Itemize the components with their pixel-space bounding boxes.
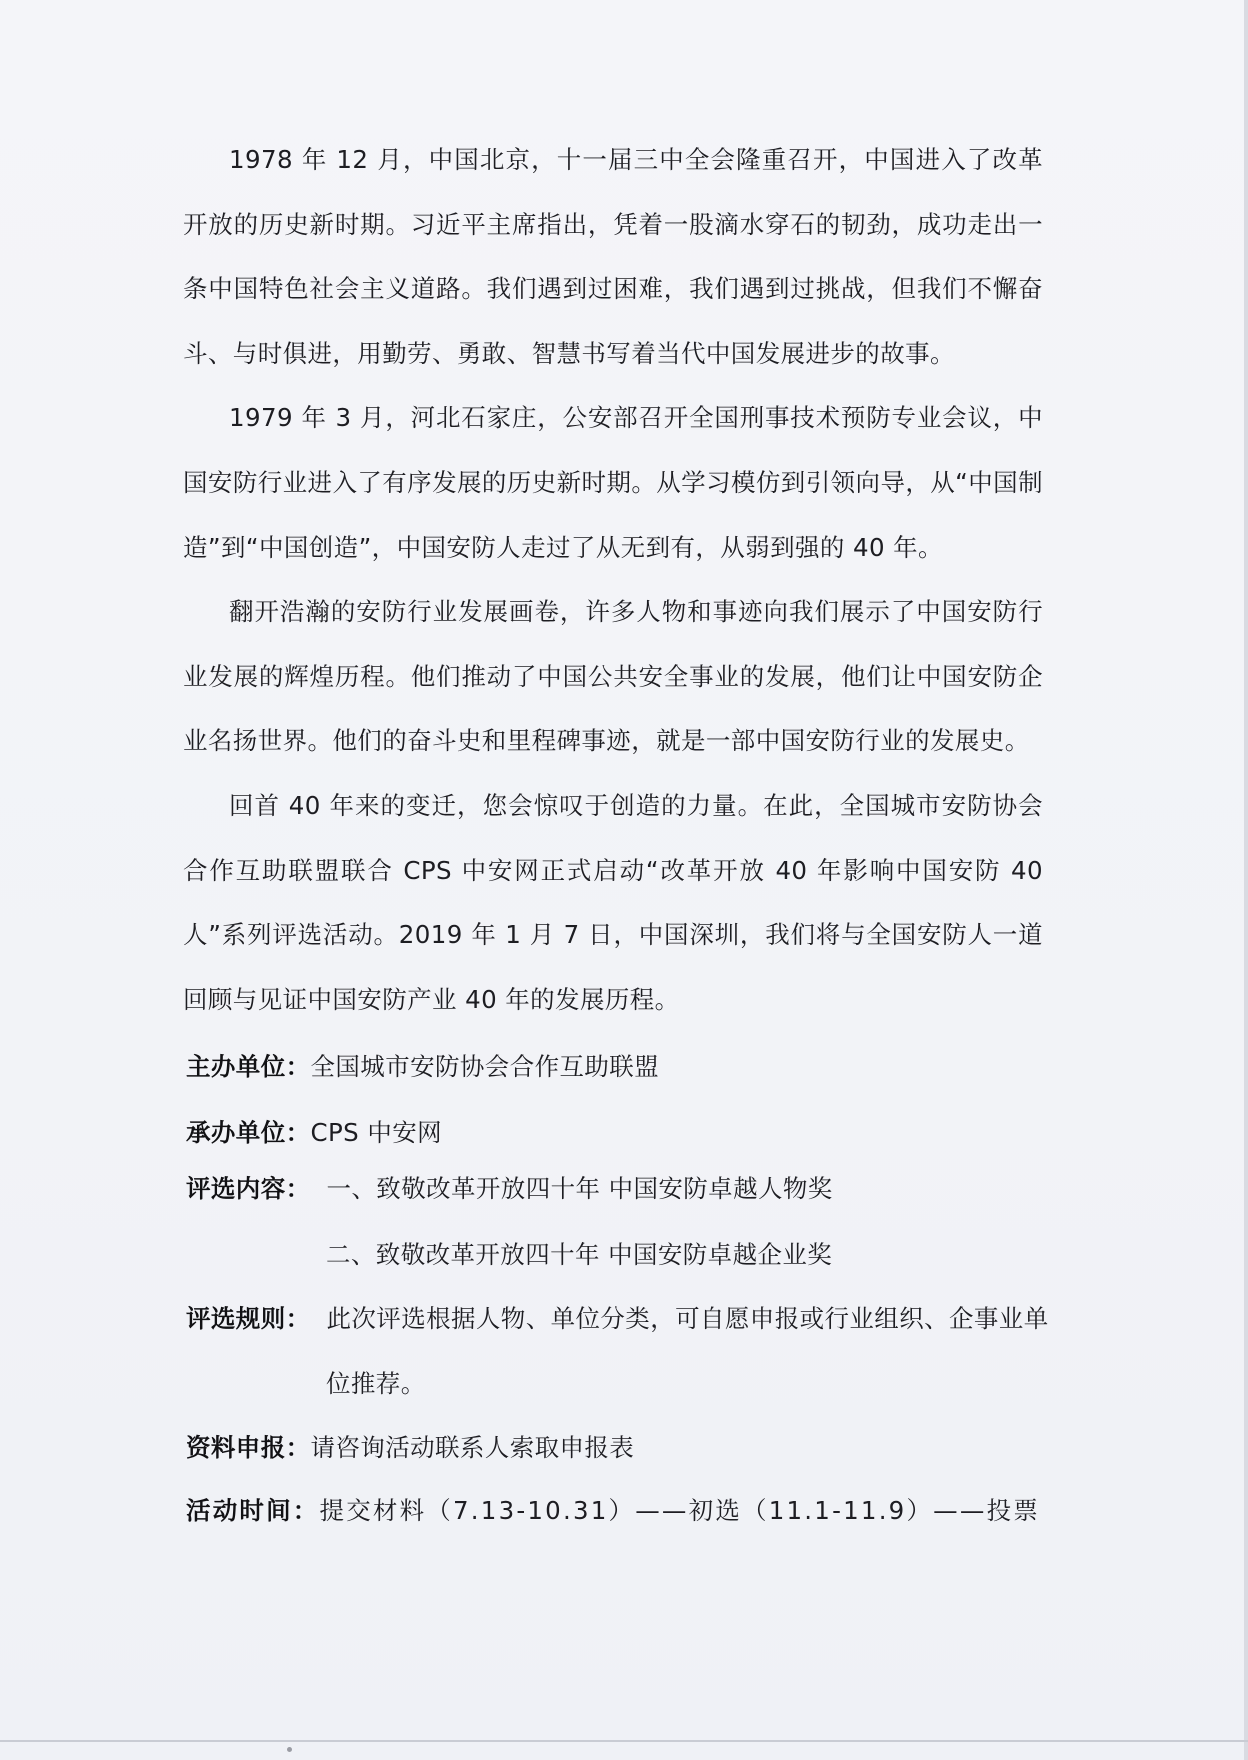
content-item-1: 一、致敬改革开放四十年 中国安防卓越人物奖	[326, 1174, 833, 1203]
paragraph-history: 翻开浩瀚的安防行业发展画卷，许多人物和事迹向我们展示了中国安防行业发展的辉煌历程。他们推动了中国公共安全事业的发展，他们让中国安防企业名扬世界。他们的奋斗史和里程碑事迹，就是一部中国安防行业的发展史。	[183, 597, 1043, 756]
paragraph-1978: 1978 年 12 月，中国北京，十一届三中全会隆重召开，中国进入了改革开放的历史新时期。习近平主席指出，凭着一股滴水穿石的韧劲，成功走出一条中国特色社会主义道路。我们遇到过困难，我们遇到过挑战，但我们不懈奋斗、与时俱进，用勤劳、勇敢、智慧书写着当代中国发展进步的故事。	[183, 145, 1043, 368]
body-text	[183, 128, 1043, 1032]
organizer-value: CPS 中安网	[310, 1118, 443, 1147]
apply-value: 请咨询活动联系人索取申报表	[310, 1433, 635, 1462]
time-line	[186, 1492, 1066, 1527]
content-line	[186, 1170, 1066, 1205]
apply-label: 资料申报：	[186, 1433, 311, 1462]
scan-bottom-edge	[0, 1740, 1248, 1742]
paragraph-launch: 回首 40 年来的变迁，您会惊叹于创造的力量。在此，全国城市安防协会合作互助联盟联合 CPS 中安网正式启动“改革开放 40 年影响中国安防 40 人”系列评选活动。2019 年 1 月 7 日，中国深圳，我们将与全国安防人一道回顾与见证中国安防产业 40 年的发展历程。	[183, 790, 1043, 1014]
organizer-line	[186, 1114, 1066, 1149]
paragraph-1979: 1979 年 3 月，河北石家庄，公安部召开全国刑事技术预防专业会议，中国安防行业进入了有序发展的历史新时期。从学习模仿到引领向导，从“中国制造”到“中国创造”，中国安防人走过了从无到有，从弱到强的 40 年。	[183, 403, 1043, 562]
page-edge-shadow	[1244, 0, 1248, 1760]
rules-label: 评选规则：	[186, 1304, 311, 1333]
sponsor-value: 全国城市安防协会合作互助联盟	[310, 1052, 660, 1081]
rules-line	[186, 1300, 1066, 1335]
rules-value-line1: 此次评选根据人物、单位分类，可自愿申报或行业组织、企事业单	[326, 1304, 1049, 1333]
content-label: 评选内容：	[186, 1174, 311, 1203]
content-item-2: 二、致敬改革开放四十年 中国安防卓越企业奖	[326, 1240, 833, 1269]
sponsor-line	[186, 1048, 1066, 1083]
apply-line	[186, 1429, 1066, 1464]
organizer-label: 承办单位：	[186, 1118, 311, 1147]
time-value: 提交材料（7.13-10.31）——初选（11.1-11.9）——投票	[319, 1496, 1040, 1525]
sponsor-label: 主办单位：	[186, 1052, 311, 1081]
rules-value-line2: 位推荐。	[326, 1369, 426, 1398]
content-line-2	[326, 1236, 1206, 1271]
rules-line-2	[326, 1365, 1206, 1400]
scan-speck	[287, 1747, 292, 1752]
time-label: 活动时间：	[186, 1496, 320, 1525]
